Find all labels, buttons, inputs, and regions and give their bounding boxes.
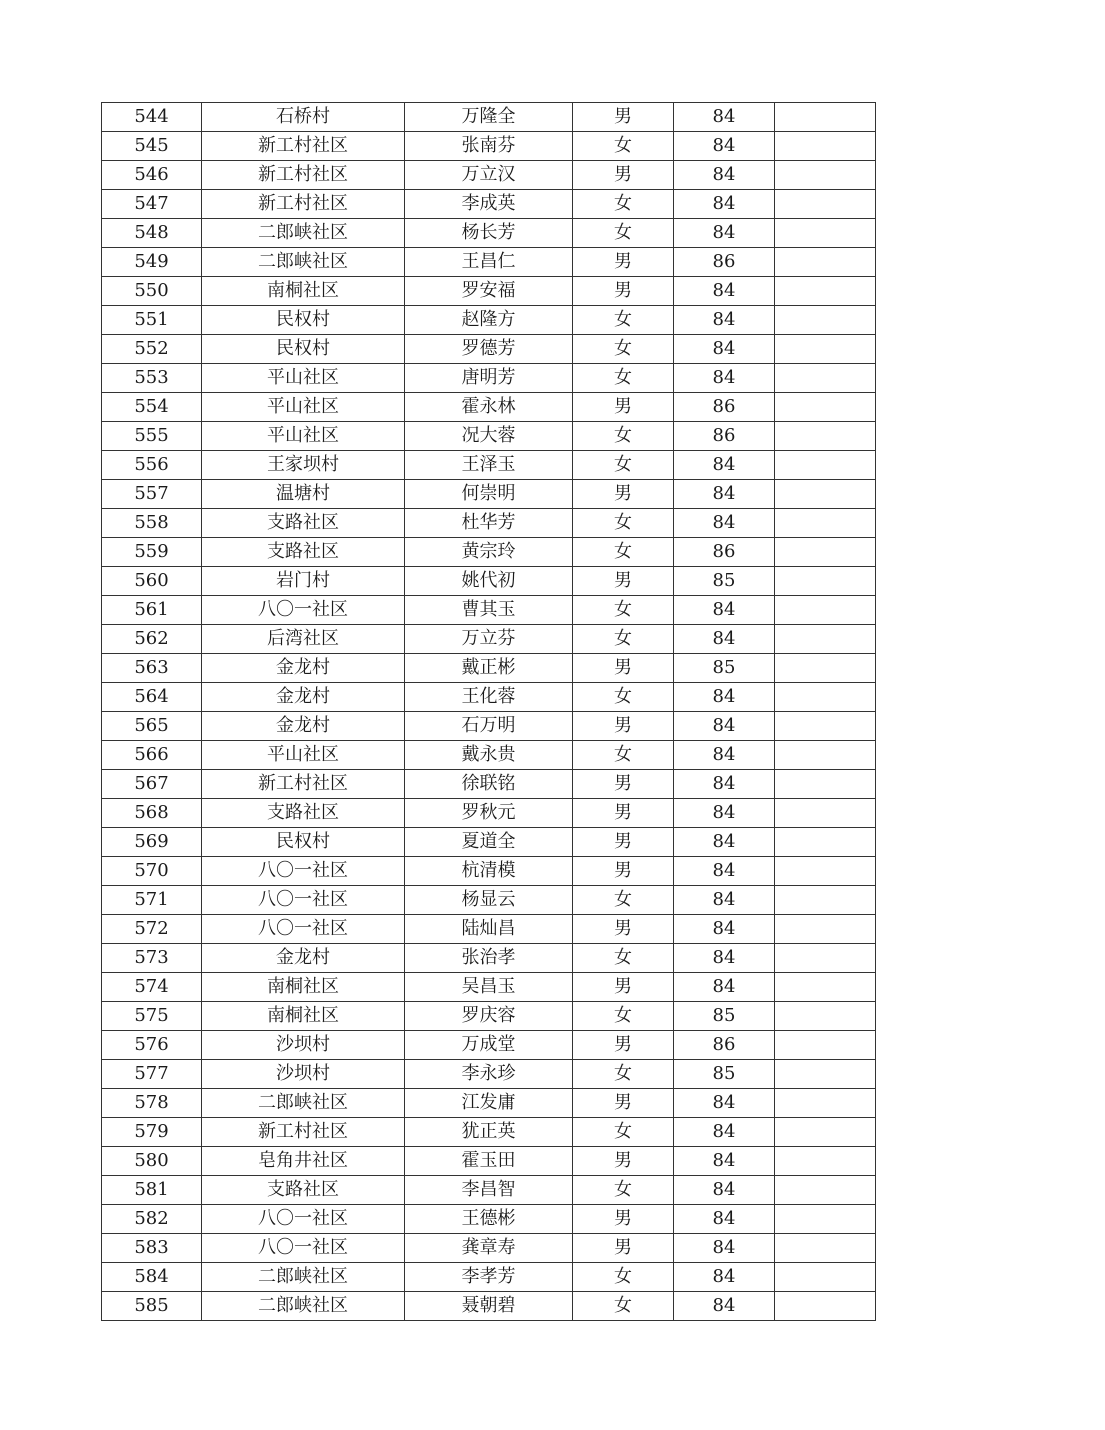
remark-cell: [775, 1205, 876, 1234]
table-row: [102, 422, 876, 451]
age-cell: 84: [674, 799, 775, 828]
gender-cell: 女: [573, 364, 674, 393]
age-cell: 84: [674, 1234, 775, 1263]
community-cell: 岩门村: [202, 567, 405, 596]
age-cell: 84: [674, 596, 775, 625]
person-name-cell: 唐明芳: [405, 364, 573, 393]
person-name-cell: 王德彬: [405, 1205, 573, 1234]
remark-cell: [775, 1089, 876, 1118]
community-cell: 新工村社区: [202, 190, 405, 219]
community-cell: 二郎峡社区: [202, 1089, 405, 1118]
age-cell: 84: [674, 132, 775, 161]
table-row: [102, 799, 876, 828]
community-cell: 八〇一社区: [202, 1205, 405, 1234]
age-cell: 86: [674, 1031, 775, 1060]
row-number-cell: 544: [102, 103, 202, 132]
person-name-cell: 戴正彬: [405, 654, 573, 683]
community-cell: 八〇一社区: [202, 1234, 405, 1263]
age-cell: 84: [674, 1147, 775, 1176]
gender-cell: 女: [573, 741, 674, 770]
table-row: [102, 1263, 876, 1292]
community-cell: 民权村: [202, 335, 405, 364]
row-number-cell: 558: [102, 509, 202, 538]
age-cell: 84: [674, 712, 775, 741]
remark-cell: [775, 799, 876, 828]
row-number-cell: 562: [102, 625, 202, 654]
table-row: [102, 683, 876, 712]
gender-cell: 女: [573, 132, 674, 161]
community-cell: 金龙村: [202, 712, 405, 741]
table-row: [102, 190, 876, 219]
table-row: [102, 538, 876, 567]
table-row: [102, 219, 876, 248]
community-cell: 新工村社区: [202, 132, 405, 161]
remark-cell: [775, 1176, 876, 1205]
person-name-cell: 何崇明: [405, 480, 573, 509]
age-cell: 84: [674, 741, 775, 770]
age-cell: 86: [674, 422, 775, 451]
table-row: [102, 828, 876, 857]
person-name-cell: 赵隆方: [405, 306, 573, 335]
table-row: [102, 161, 876, 190]
age-cell: 84: [674, 625, 775, 654]
row-number-cell: 556: [102, 451, 202, 480]
gender-cell: 男: [573, 248, 674, 277]
gender-cell: 女: [573, 1002, 674, 1031]
row-number-cell: 550: [102, 277, 202, 306]
row-number-cell: 575: [102, 1002, 202, 1031]
row-number-cell: 557: [102, 480, 202, 509]
row-number-cell: 567: [102, 770, 202, 799]
gender-cell: 女: [573, 886, 674, 915]
person-name-cell: 万隆全: [405, 103, 573, 132]
person-name-cell: 况大蓉: [405, 422, 573, 451]
age-cell: 85: [674, 1060, 775, 1089]
row-number-cell: 545: [102, 132, 202, 161]
community-cell: 后湾社区: [202, 625, 405, 654]
gender-cell: 男: [573, 1205, 674, 1234]
table-row: [102, 1002, 876, 1031]
remark-cell: [775, 857, 876, 886]
row-number-cell: 553: [102, 364, 202, 393]
person-name-cell: 杭清模: [405, 857, 573, 886]
table-row: [102, 654, 876, 683]
remark-cell: [775, 770, 876, 799]
row-number-cell: 572: [102, 915, 202, 944]
row-number-cell: 582: [102, 1205, 202, 1234]
person-name-cell: 龚章寿: [405, 1234, 573, 1263]
age-cell: 86: [674, 248, 775, 277]
person-name-cell: 万立芬: [405, 625, 573, 654]
gender-cell: 女: [573, 1176, 674, 1205]
table-row: [102, 451, 876, 480]
row-number-cell: 571: [102, 886, 202, 915]
age-cell: 84: [674, 306, 775, 335]
gender-cell: 男: [573, 828, 674, 857]
table-row: [102, 248, 876, 277]
remark-cell: [775, 248, 876, 277]
person-name-cell: 黄宗玲: [405, 538, 573, 567]
remark-cell: [775, 393, 876, 422]
table-row: [102, 857, 876, 886]
table-row: [102, 1060, 876, 1089]
person-name-cell: 杨长芳: [405, 219, 573, 248]
age-cell: 85: [674, 567, 775, 596]
remark-cell: [775, 1147, 876, 1176]
community-cell: 八〇一社区: [202, 915, 405, 944]
community-cell: 支路社区: [202, 509, 405, 538]
community-cell: 新工村社区: [202, 1118, 405, 1147]
remark-cell: [775, 683, 876, 712]
remark-cell: [775, 103, 876, 132]
row-number-cell: 549: [102, 248, 202, 277]
gender-cell: 女: [573, 306, 674, 335]
gender-cell: 男: [573, 1031, 674, 1060]
community-cell: 皂角井社区: [202, 1147, 405, 1176]
age-cell: 84: [674, 886, 775, 915]
remark-cell: [775, 625, 876, 654]
remark-cell: [775, 1292, 876, 1321]
age-cell: 84: [674, 857, 775, 886]
remark-cell: [775, 335, 876, 364]
row-number-cell: 583: [102, 1234, 202, 1263]
community-cell: 南桐社区: [202, 1002, 405, 1031]
table-row: [102, 712, 876, 741]
person-name-cell: 杜华芳: [405, 509, 573, 538]
age-cell: 84: [674, 190, 775, 219]
gender-cell: 男: [573, 393, 674, 422]
person-name-cell: 杨显云: [405, 886, 573, 915]
community-cell: 温塘村: [202, 480, 405, 509]
table-row: [102, 1176, 876, 1205]
row-number-cell: 547: [102, 190, 202, 219]
community-cell: 金龙村: [202, 944, 405, 973]
age-cell: 84: [674, 1263, 775, 1292]
row-number-cell: 561: [102, 596, 202, 625]
table-row: [102, 596, 876, 625]
age-cell: 84: [674, 770, 775, 799]
gender-cell: 女: [573, 451, 674, 480]
row-number-cell: 580: [102, 1147, 202, 1176]
row-number-cell: 566: [102, 741, 202, 770]
person-name-cell: 万立汉: [405, 161, 573, 190]
community-cell: 支路社区: [202, 538, 405, 567]
table-row: [102, 1205, 876, 1234]
person-name-cell: 夏道全: [405, 828, 573, 857]
person-name-cell: 霍永林: [405, 393, 573, 422]
person-name-cell: 徐联铭: [405, 770, 573, 799]
community-cell: 石桥村: [202, 103, 405, 132]
community-cell: 新工村社区: [202, 770, 405, 799]
community-cell: 支路社区: [202, 1176, 405, 1205]
person-name-cell: 石万明: [405, 712, 573, 741]
gender-cell: 男: [573, 654, 674, 683]
age-cell: 84: [674, 480, 775, 509]
gender-cell: 男: [573, 857, 674, 886]
remark-cell: [775, 712, 876, 741]
gender-cell: 男: [573, 799, 674, 828]
age-cell: 84: [674, 451, 775, 480]
person-name-cell: 曹其玉: [405, 596, 573, 625]
remark-cell: [775, 1060, 876, 1089]
remark-cell: [775, 1263, 876, 1292]
age-cell: 84: [674, 915, 775, 944]
person-name-cell: 张南芬: [405, 132, 573, 161]
community-cell: 平山社区: [202, 741, 405, 770]
person-name-cell: 戴永贵: [405, 741, 573, 770]
row-number-cell: 579: [102, 1118, 202, 1147]
row-number-cell: 559: [102, 538, 202, 567]
community-cell: 八〇一社区: [202, 857, 405, 886]
gender-cell: 男: [573, 567, 674, 596]
gender-cell: 男: [573, 1089, 674, 1118]
table-row: [102, 915, 876, 944]
row-number-cell: 570: [102, 857, 202, 886]
community-cell: 沙坝村: [202, 1060, 405, 1089]
table-row: [102, 1292, 876, 1321]
table-row: [102, 1118, 876, 1147]
person-name-cell: 罗德芳: [405, 335, 573, 364]
person-name-cell: 张治孝: [405, 944, 573, 973]
gender-cell: 女: [573, 625, 674, 654]
row-number-cell: 546: [102, 161, 202, 190]
row-number-cell: 578: [102, 1089, 202, 1118]
gender-cell: 女: [573, 219, 674, 248]
age-cell: 85: [674, 654, 775, 683]
row-number-cell: 569: [102, 828, 202, 857]
remark-cell: [775, 161, 876, 190]
community-cell: 八〇一社区: [202, 596, 405, 625]
age-cell: 86: [674, 393, 775, 422]
community-cell: 平山社区: [202, 393, 405, 422]
age-cell: 84: [674, 509, 775, 538]
age-cell: 84: [674, 1118, 775, 1147]
row-number-cell: 576: [102, 1031, 202, 1060]
age-cell: 84: [674, 1176, 775, 1205]
person-name-cell: 犹正英: [405, 1118, 573, 1147]
gender-cell: 男: [573, 277, 674, 306]
remark-cell: [775, 480, 876, 509]
remark-cell: [775, 973, 876, 1002]
row-number-cell: 548: [102, 219, 202, 248]
remark-cell: [775, 741, 876, 770]
person-name-cell: 陆灿昌: [405, 915, 573, 944]
age-cell: 84: [674, 103, 775, 132]
gender-cell: 女: [573, 335, 674, 364]
age-cell: 84: [674, 335, 775, 364]
gender-cell: 男: [573, 480, 674, 509]
table-row: [102, 509, 876, 538]
gender-cell: 男: [573, 161, 674, 190]
age-cell: 84: [674, 683, 775, 712]
community-cell: 金龙村: [202, 683, 405, 712]
remark-cell: [775, 538, 876, 567]
table-row: [102, 1031, 876, 1060]
community-cell: 平山社区: [202, 364, 405, 393]
gender-cell: 男: [573, 973, 674, 1002]
person-name-cell: 罗庆容: [405, 1002, 573, 1031]
remark-cell: [775, 1031, 876, 1060]
community-cell: 八〇一社区: [202, 886, 405, 915]
row-number-cell: 581: [102, 1176, 202, 1205]
gender-cell: 男: [573, 1234, 674, 1263]
community-cell: 南桐社区: [202, 277, 405, 306]
table-row: [102, 741, 876, 770]
remark-cell: [775, 306, 876, 335]
remark-cell: [775, 1002, 876, 1031]
person-name-cell: 王化蓉: [405, 683, 573, 712]
row-number-cell: 584: [102, 1263, 202, 1292]
age-cell: 84: [674, 1292, 775, 1321]
row-number-cell: 552: [102, 335, 202, 364]
age-cell: 86: [674, 538, 775, 567]
table-row: [102, 393, 876, 422]
table-row: [102, 335, 876, 364]
age-cell: 85: [674, 1002, 775, 1031]
table-row: [102, 480, 876, 509]
table-row: [102, 1147, 876, 1176]
row-number-cell: 565: [102, 712, 202, 741]
age-cell: 84: [674, 1205, 775, 1234]
remark-cell: [775, 132, 876, 161]
person-name-cell: 万成堂: [405, 1031, 573, 1060]
table-row: [102, 973, 876, 1002]
table-row: [102, 103, 876, 132]
community-cell: 二郎峡社区: [202, 1292, 405, 1321]
gender-cell: 女: [573, 538, 674, 567]
remark-cell: [775, 219, 876, 248]
table-row: [102, 1089, 876, 1118]
age-cell: 84: [674, 944, 775, 973]
person-name-cell: 罗秋元: [405, 799, 573, 828]
community-cell: 金龙村: [202, 654, 405, 683]
gender-cell: 女: [573, 1060, 674, 1089]
person-name-cell: 王昌仁: [405, 248, 573, 277]
table-row: [102, 625, 876, 654]
community-cell: 新工村社区: [202, 161, 405, 190]
row-number-cell: 573: [102, 944, 202, 973]
remark-cell: [775, 828, 876, 857]
person-name-cell: 李永珍: [405, 1060, 573, 1089]
table-row: [102, 364, 876, 393]
remark-cell: [775, 1234, 876, 1263]
community-cell: 沙坝村: [202, 1031, 405, 1060]
person-name-cell: 吴昌玉: [405, 973, 573, 1002]
roster-table-body: [102, 103, 876, 1321]
row-number-cell: 551: [102, 306, 202, 335]
gender-cell: 女: [573, 1292, 674, 1321]
remark-cell: [775, 915, 876, 944]
row-number-cell: 555: [102, 422, 202, 451]
person-name-cell: 李昌智: [405, 1176, 573, 1205]
table-row: [102, 1234, 876, 1263]
gender-cell: 女: [573, 944, 674, 973]
community-cell: 二郎峡社区: [202, 1263, 405, 1292]
community-cell: 二郎峡社区: [202, 219, 405, 248]
table-row: [102, 277, 876, 306]
person-name-cell: 聂朝碧: [405, 1292, 573, 1321]
remark-cell: [775, 451, 876, 480]
gender-cell: 女: [573, 1263, 674, 1292]
table-row: [102, 944, 876, 973]
row-number-cell: 564: [102, 683, 202, 712]
age-cell: 84: [674, 161, 775, 190]
gender-cell: 男: [573, 103, 674, 132]
table-row: [102, 132, 876, 161]
person-name-cell: 江发庸: [405, 1089, 573, 1118]
remark-cell: [775, 277, 876, 306]
gender-cell: 女: [573, 509, 674, 538]
age-cell: 84: [674, 973, 775, 1002]
remark-cell: [775, 944, 876, 973]
row-number-cell: 563: [102, 654, 202, 683]
community-cell: 二郎峡社区: [202, 248, 405, 277]
age-cell: 84: [674, 364, 775, 393]
community-cell: 平山社区: [202, 422, 405, 451]
gender-cell: 女: [573, 190, 674, 219]
row-number-cell: 577: [102, 1060, 202, 1089]
gender-cell: 男: [573, 712, 674, 741]
community-cell: 民权村: [202, 828, 405, 857]
remark-cell: [775, 190, 876, 219]
gender-cell: 女: [573, 422, 674, 451]
remark-cell: [775, 364, 876, 393]
gender-cell: 女: [573, 1118, 674, 1147]
gender-cell: 女: [573, 596, 674, 625]
table-row: [102, 567, 876, 596]
row-number-cell: 585: [102, 1292, 202, 1321]
remark-cell: [775, 509, 876, 538]
community-cell: 民权村: [202, 306, 405, 335]
gender-cell: 男: [573, 915, 674, 944]
person-name-cell: 霍玉田: [405, 1147, 573, 1176]
person-name-cell: 罗安福: [405, 277, 573, 306]
gender-cell: 男: [573, 1147, 674, 1176]
remark-cell: [775, 596, 876, 625]
row-number-cell: 568: [102, 799, 202, 828]
community-cell: 支路社区: [202, 799, 405, 828]
person-name-cell: 王泽玉: [405, 451, 573, 480]
age-cell: 84: [674, 277, 775, 306]
age-cell: 84: [674, 828, 775, 857]
remark-cell: [775, 422, 876, 451]
remark-cell: [775, 1118, 876, 1147]
remark-cell: [775, 886, 876, 915]
row-number-cell: 560: [102, 567, 202, 596]
person-name-cell: 姚代初: [405, 567, 573, 596]
roster-table: [101, 102, 876, 1321]
table-row: [102, 306, 876, 335]
table-row: [102, 886, 876, 915]
row-number-cell: 574: [102, 973, 202, 1002]
person-name-cell: 李成英: [405, 190, 573, 219]
person-name-cell: 李孝芳: [405, 1263, 573, 1292]
age-cell: 84: [674, 219, 775, 248]
remark-cell: [775, 567, 876, 596]
gender-cell: 男: [573, 770, 674, 799]
community-cell: 南桐社区: [202, 973, 405, 1002]
gender-cell: 女: [573, 683, 674, 712]
community-cell: 王家坝村: [202, 451, 405, 480]
remark-cell: [775, 654, 876, 683]
table-row: [102, 770, 876, 799]
row-number-cell: 554: [102, 393, 202, 422]
age-cell: 84: [674, 1089, 775, 1118]
